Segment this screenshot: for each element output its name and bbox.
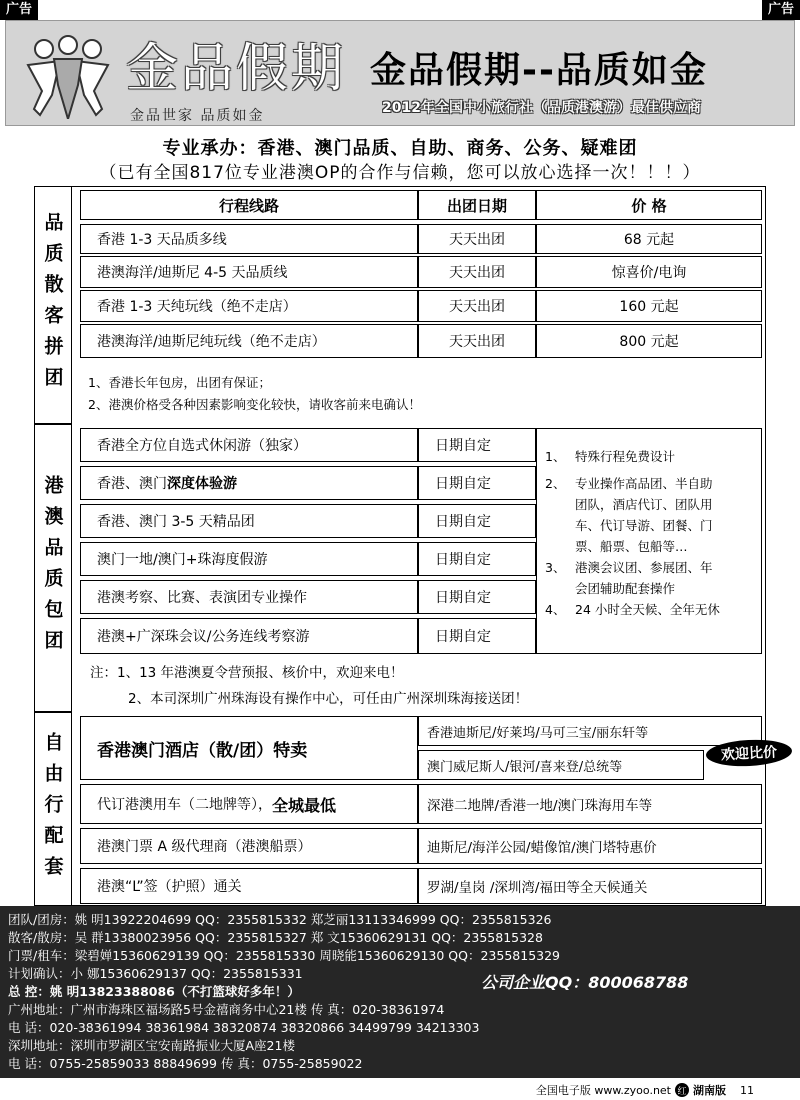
notes-private: 注：1、13 年港澳夏令营预报、核价中，欢迎来电！ 2、本司深圳广州珠海设有操作中心，可任由广州深圳珠海接送团！ xyxy=(90,665,529,707)
contact-row: 电 话：0755-25859033 88849699 传 真：0755-25859022 xyxy=(8,1056,363,1071)
red-circle-icon: 红 xyxy=(675,1083,689,1097)
contact-row: 散客/散房：吴 群13380023956 QQ：2355815327 郑 文15360629131 QQ：2355815328 xyxy=(8,930,543,945)
table-row-route: 港澳海洋/迪斯尼纯玩线（绝不走店） xyxy=(80,324,418,358)
table-row-route: 澳门一地/澳门+珠海度假游 xyxy=(80,542,418,576)
table-row-date: 日期自定 xyxy=(418,580,536,614)
table-row-date: 天天出团 xyxy=(418,290,536,322)
table-row-date: 日期自定 xyxy=(418,504,536,538)
headline-trust: （已有全国817位专业港澳OP的合作与信赖，您可以放心选择一次！！！） xyxy=(99,163,701,183)
contact-row: 深圳地址：深圳市罗湖区宝安南路振业大厦A座21楼 xyxy=(8,1038,295,1053)
table-row-route: 香港 1-3 天品质多线 xyxy=(80,224,418,254)
section-label-private: 港澳品质包团 xyxy=(34,424,72,712)
table-row-date: 日期自定 xyxy=(418,428,536,462)
visa-title: 港澳“L”签（护照）通关 xyxy=(80,868,418,904)
table-row-date: 日期自定 xyxy=(418,618,536,654)
ad-tag-left: 广告 xyxy=(0,0,38,20)
header-title: 金品假期--品质如金 xyxy=(370,50,708,91)
table-row-route: 香港 1-3 天纯玩线（绝不走店） xyxy=(80,290,418,322)
hotel-title: 香港澳门酒店（散/团）特卖 xyxy=(80,716,418,780)
table-row-route: 香港全方位自选式休闲游（独家） xyxy=(80,428,418,462)
people-logo-icon xyxy=(24,35,112,119)
table-row-route: 港澳海洋/迪斯尼 4-5 天品质线 xyxy=(80,256,418,288)
col-header-price: 价 格 xyxy=(536,190,762,220)
notes-scattered: 1、香港长年包房，出团有保证； 2、港澳价格受各种因素影响变化较快，请收客前来电确认！ xyxy=(88,375,421,412)
car-detail: 深港二地牌/香港一地/澳门珠海用车等 xyxy=(418,784,762,824)
ticket-title: 港澳门票 A 级代理商（港澳船票） xyxy=(80,828,418,864)
ticket-detail: 迪斯尼/海洋公园/蜡像馆/澳门塔特惠价 xyxy=(418,828,762,864)
contact-row: 计划确认：小 娜15360629137 QQ：2355815331 xyxy=(8,966,303,981)
table-row-route: 港澳+广深珠会议/公务连线考察游 xyxy=(80,618,418,654)
page-footer xyxy=(536,1082,754,1098)
table-row-price: 800 元起 xyxy=(536,324,762,358)
contact-row: 电 话：020-38361994 38361984 38320874 38320866 34499799 34213303 xyxy=(8,1020,480,1035)
table-row-date: 天天出团 xyxy=(418,324,536,358)
header-banner xyxy=(5,20,795,126)
table-row-date: 日期自定 xyxy=(418,466,536,500)
hotel-detail-hk: 香港迪斯尼/好莱坞/马可三宝/丽东轩等 xyxy=(418,716,762,746)
contact-row: 广州地址：广州市海珠区福场路5号金禧商务中心21楼 传 真：020-38361974 xyxy=(8,1002,445,1017)
car-title: 代订港澳用车（二地牌等）， 全城最低 xyxy=(80,784,418,824)
headline-services: 专业承办：香港、澳门品质、自助、商务、公务、疑难团 xyxy=(162,138,638,159)
footer-edition: 全国电子版 www.zyoo.net xyxy=(535,1084,671,1097)
ad-tag-right: 广告 xyxy=(762,0,800,20)
table-row-route: 香港、澳门 3-5 天精品团 xyxy=(80,504,418,538)
features-list: 1、 特殊行程免费设计 2、 专业操作高品团、半自助 团队，酒店代订、团队用 车、代订导游、团餐、门 票、船票、包船等… 3、 港澳会议团、参展团、年 会团辅助配套操作 4、 24 小时全天候、全年无休 xyxy=(545,449,720,617)
table-row-price: 68 元起 xyxy=(536,224,762,254)
visa-detail: 罗湖/皇岗 /深圳湾/福田等全天候通关 xyxy=(418,868,762,904)
table-row-date: 天天出团 xyxy=(418,224,536,254)
contact-row: 团队/团房：姚 明13922204699 QQ：2355815332 郑芝丽13113346999 QQ：2355815326 xyxy=(8,912,552,927)
table-row-route: 香港、澳门 深度体验游 xyxy=(80,466,418,500)
contact-row: 总 控：姚 明13823388086（不打篮球好多年！） xyxy=(8,984,300,999)
col-header-date: 出团日期 xyxy=(418,190,536,220)
brand-name: 金品假期 xyxy=(126,39,347,99)
section-label-free: 自由行配套 xyxy=(34,712,72,906)
company-qq: 公司企业QQ：800068788 xyxy=(481,973,689,992)
col-header-route: 行程线路 xyxy=(80,190,418,220)
section-label-scattered: 品质散客拼团 xyxy=(34,186,72,424)
hotel-detail-mo: 澳门威尼斯人/银河/喜来登/总统等 xyxy=(418,750,704,780)
table-row-date: 天天出团 xyxy=(418,256,536,288)
table-row-route: 港澳考察、比赛、表演团专业操作 xyxy=(80,580,418,614)
table-row-price: 160 元起 xyxy=(536,290,762,322)
contact-row: 门票/租车：梁碧婵15360629139 QQ：2355815330 周晓能15360629130 QQ：2355815329 xyxy=(8,948,561,963)
header-subtitle: 2012年全国中小旅行社（品质港澳游）最佳供应商 xyxy=(382,100,701,116)
footer-region: 湖南版 xyxy=(693,1084,726,1097)
table-row-date: 日期自定 xyxy=(418,542,536,576)
page-number: 11 xyxy=(740,1083,754,1097)
table-row-price: 惊喜价/电询 xyxy=(536,256,762,288)
welcome-compare-badge: 欢迎比价 xyxy=(705,738,792,768)
brand-motto: 金品世家 品质如金 xyxy=(130,108,265,124)
